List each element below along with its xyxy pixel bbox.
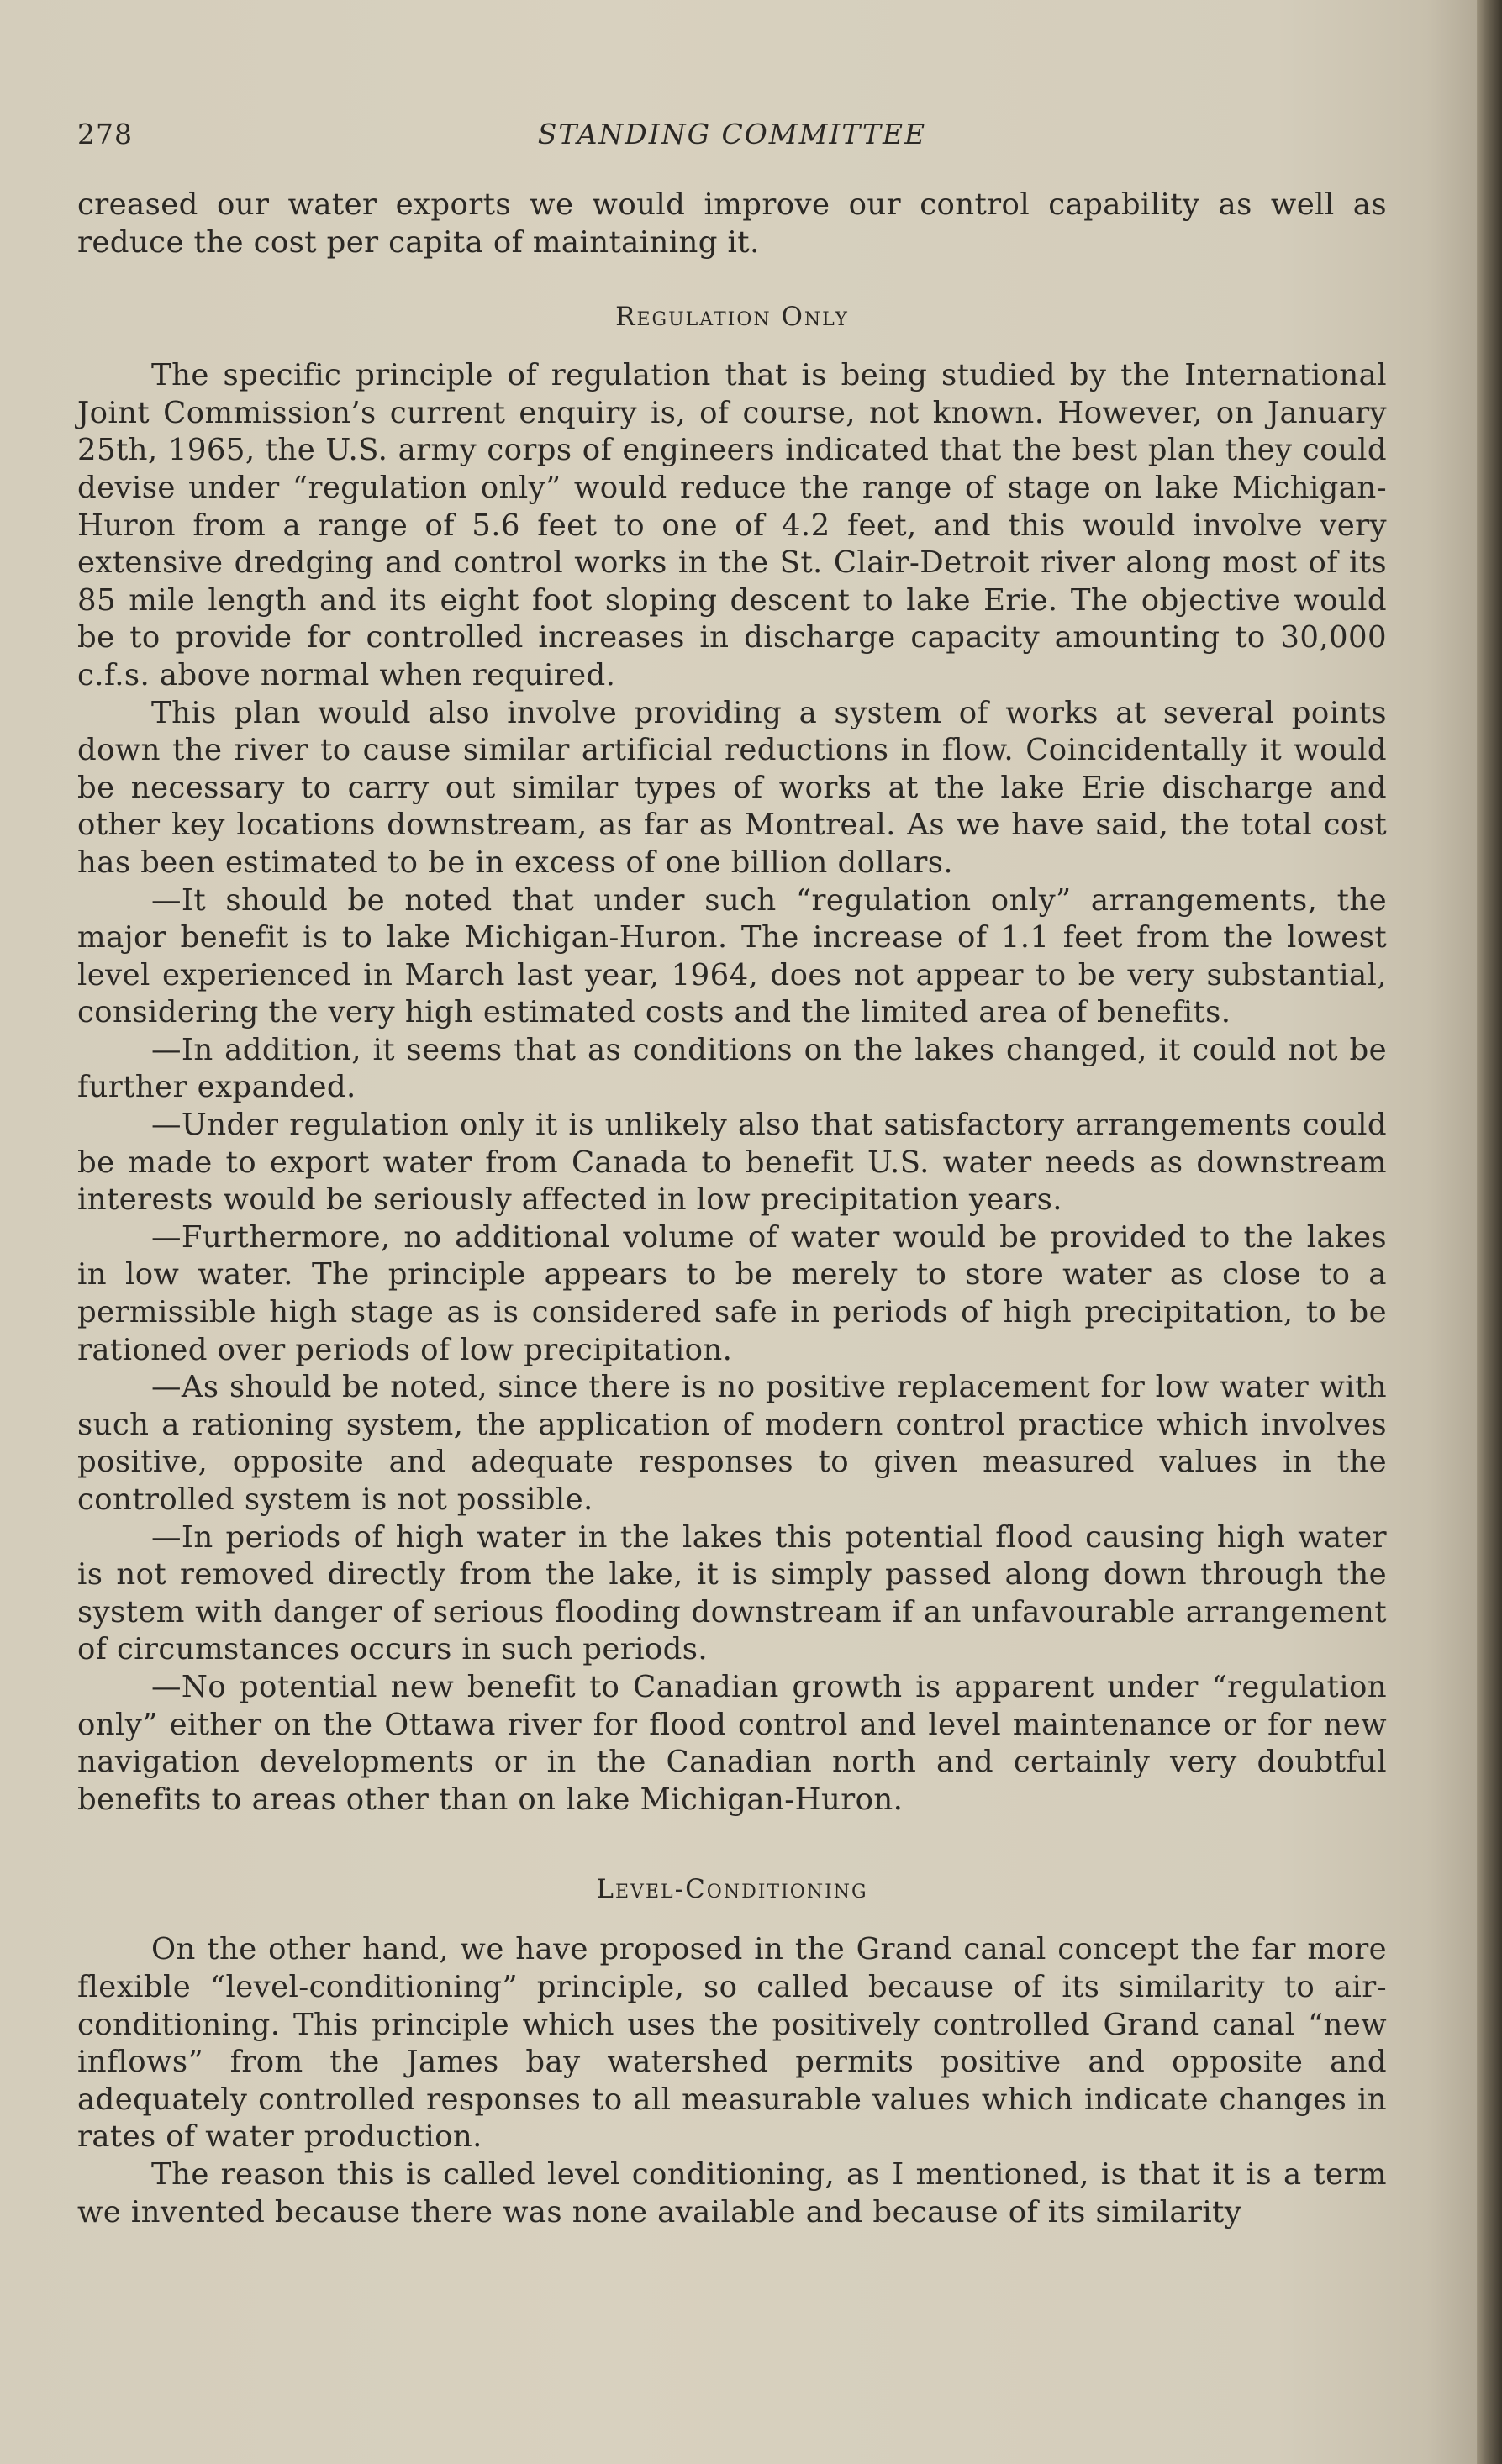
paragraph: The reason this is called level conditioning, as I mentioned, is that it is a term we invented because there was none available and because of its similarity	[77, 2156, 1387, 2230]
paragraph: —It should be noted that under such “regulation only” arrangements, the major benefit is to lake Michigan-Huron. The increase of 1.1 feet from the lowest level experienced in March last year, 1964, does not appear to be very substantial, considering the very high estimated costs and the limited area of benefits.	[77, 882, 1387, 1030]
paragraph: —In addition, it seems that as conditions on the lakes changed, it could not be further expanded.	[77, 1032, 1387, 1105]
paragraph-continued: creased our water exports we would improve our control capability as well as reduce the cost per capita of maintaining it.	[77, 187, 1387, 260]
binding-edge	[1477, 0, 1502, 2464]
paragraph: On the other hand, we have proposed in the Grand canal concept the far more flexible “level-conditioning” principle, so called because of its similarity to air-conditioning. This principle which uses the positively controlled Grand canal “new inflows” from the James bay watershed permits positive and opposite and adequately controlled responses to all measurable values which indicate changes in rates of water production.	[77, 1932, 1387, 2155]
paragraph: This plan would also involve providing a system of works at several points down the river to cause similar artificial reductions in flow. Coincidentally it would be necessary to carry out similar types of works at the lake Erie discharge and other key locations downstream, as far as Montreal. As we have said, the total cost has been estimated to be in excess of one billion dollars.	[77, 695, 1387, 880]
paragraph: —In periods of high water in the lakes this potential flood causing high water is not removed directly from the lake, it is simply passed along down through the system with danger of serious flooding downstream if an unfavourable arrangement of circumstances occurs in such periods.	[77, 1519, 1387, 1667]
paragraph: —Furthermore, no additional volume of water would be provided to the lakes in low water. The principle appears to be merely to store water as close to a permissible high stage as is considered safe in periods of high precipitation, to be rationed over periods of low precipitation.	[77, 1219, 1387, 1367]
body-text	[77, 187, 1387, 2231]
page-header	[77, 118, 1387, 160]
running-head: STANDING COMMITTEE	[537, 118, 927, 150]
page-number: 278	[77, 118, 133, 150]
paragraph: The specific principle of regulation that is being studied by the International Joint Commission’s current enquiry is, of course, not known. However, on January 25th, 1965, the U.S. army corps of engineers indicated that the best plan they could devise under “regulation only” would reduce the range of stage on lake Michigan-Huron from a range of 5.6 feet to one of 4.2 feet, and this would involve very extensive dredging and control works in the St. Clair-Detroit river along most of its 85 mile length and its eight foot sloping descent to lake Erie. The objective would be to provide for controlled increases in discharge capacity amounting to 30,000 c.f.s. above normal when required.	[77, 358, 1387, 692]
paragraph: —Under regulation only it is unlikely also that satisfactory arrangements could be made to export water from Canada to benefit U.S. water needs as downstream interests would be seriously affected in low precipitation years.	[77, 1108, 1387, 1218]
section-heading-regulation-only: Regulation Only	[615, 302, 849, 333]
paragraph: —No potential new benefit to Canadian growth is apparent under “regulation only” either on the Ottawa river for flood control and level maintenance or for new navigation developments or in the Canadian north and certainly very doubtful benefits to areas other than on lake Michigan-Huron.	[77, 1669, 1387, 1817]
section-heading-level-conditioning: Level-Conditioning	[596, 1874, 868, 1905]
paragraph: —As should be noted, since there is no positive replacement for low water with such a rationing system, the application of modern control practice which involves positive, opposite and adequate responses to given measured values in the controlled system is not possible.	[77, 1370, 1387, 1517]
